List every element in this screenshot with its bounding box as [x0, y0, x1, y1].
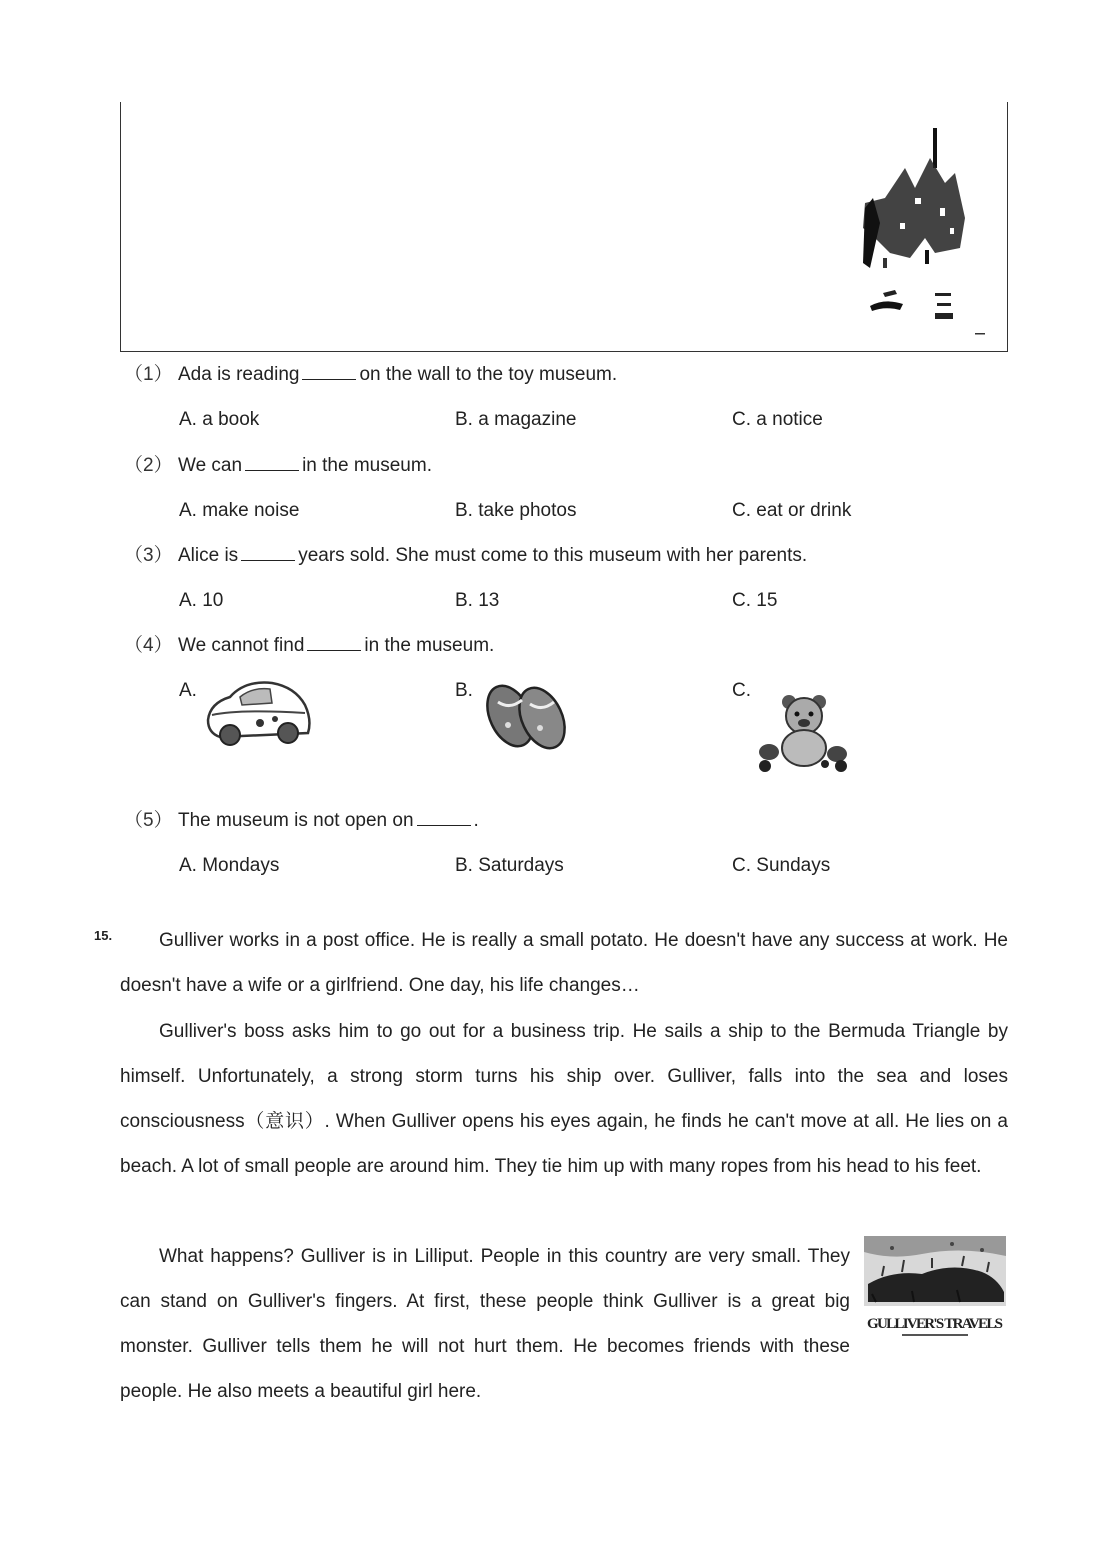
question-text: in the museum. — [364, 635, 495, 656]
passage-paragraph-1 — [120, 918, 1008, 1008]
passage-paragraph-2 — [120, 1009, 1008, 1189]
option-b: B. a magazine — [455, 409, 577, 430]
question-text: We cannot find — [178, 635, 305, 656]
question-text: The museum is not open on — [178, 810, 414, 831]
option-a: A. 10 — [179, 590, 224, 611]
answer-blank — [302, 363, 356, 380]
answer-blank — [307, 634, 361, 651]
castle-icon — [855, 128, 985, 340]
answer-blank — [417, 809, 471, 826]
question-number: （3） — [124, 545, 173, 566]
paragraph-text: Gulliver's boss asks him to go out for a business trip. He sails a ship to the Bermuda Triangle by himself. Unfortunately, a strong storm turns his ship over. Gulliver, falls into the sea and loses consciousness（意识）. When Gulliver opens his eyes again, he finds he can't move at all. He lies on a beach. A lot of small people are around him. They tie him up with many ropes from his head to his feet. — [120, 1021, 1008, 1177]
question-number: （5） — [124, 810, 173, 831]
teddy-bear-icon — [755, 692, 850, 774]
option-b: B. take photos — [455, 500, 577, 521]
question-text: Ada is reading — [178, 364, 300, 385]
question-number: （4） — [124, 635, 173, 656]
question-3 — [124, 544, 807, 568]
question-4 — [124, 634, 494, 658]
option-b: B. Saturdays — [455, 855, 564, 876]
question-number: （2） — [124, 455, 173, 476]
question-text: Alice is — [178, 545, 239, 566]
question-1 — [124, 363, 617, 387]
question-text: . — [473, 810, 479, 831]
slippers-icon — [478, 680, 578, 755]
option-c: C. a notice — [732, 409, 823, 430]
question-text: We can — [178, 455, 243, 476]
answer-blank — [241, 544, 295, 561]
option-b: B. — [455, 680, 473, 701]
question-5 — [124, 809, 479, 833]
question-text: years sold. She must come to this museum with her parents. — [298, 545, 808, 566]
option-a: A. Mondays — [179, 855, 280, 876]
option-b: B. 13 — [455, 590, 500, 611]
question-number-15: 15. — [94, 928, 113, 943]
question-number: （1） — [124, 364, 173, 385]
option-c: C. 15 — [732, 590, 778, 611]
option-a: A. make noise — [179, 500, 300, 521]
option-c: C. — [732, 680, 751, 701]
paragraph-text: Gulliver works in a post office. He is really a small potato. He doesn't have any success at work. He doesn't have a wife or a girlfriend. One day, his life changes… — [120, 930, 1008, 996]
option-a: A. a book — [179, 409, 260, 430]
option-c: C. eat or drink — [732, 500, 852, 521]
paragraph-text: What happens? Gulliver is in Lilliput. People in this country are very small. They can stand on Gulliver's fingers. At first, these people think Gulliver is a great big monster. Gulliver tells them he will not hurt them. He becomes friends with these people. He also meets a beautiful girl here. — [120, 1246, 850, 1402]
question-text: on the wall to the toy museum. — [359, 364, 618, 385]
option-c: C. Sundays — [732, 855, 831, 876]
option-a: A. — [179, 680, 197, 701]
question-text: in the museum. — [302, 455, 432, 476]
toy-car-icon — [200, 675, 315, 750]
passage-paragraph-3 — [120, 1234, 850, 1414]
answer-blank — [245, 454, 299, 471]
image-caption: GULLIVER'S TRAVELS — [867, 1316, 1003, 1332]
question-2 — [124, 454, 432, 478]
gullivers-travels-image — [862, 1236, 1008, 1344]
